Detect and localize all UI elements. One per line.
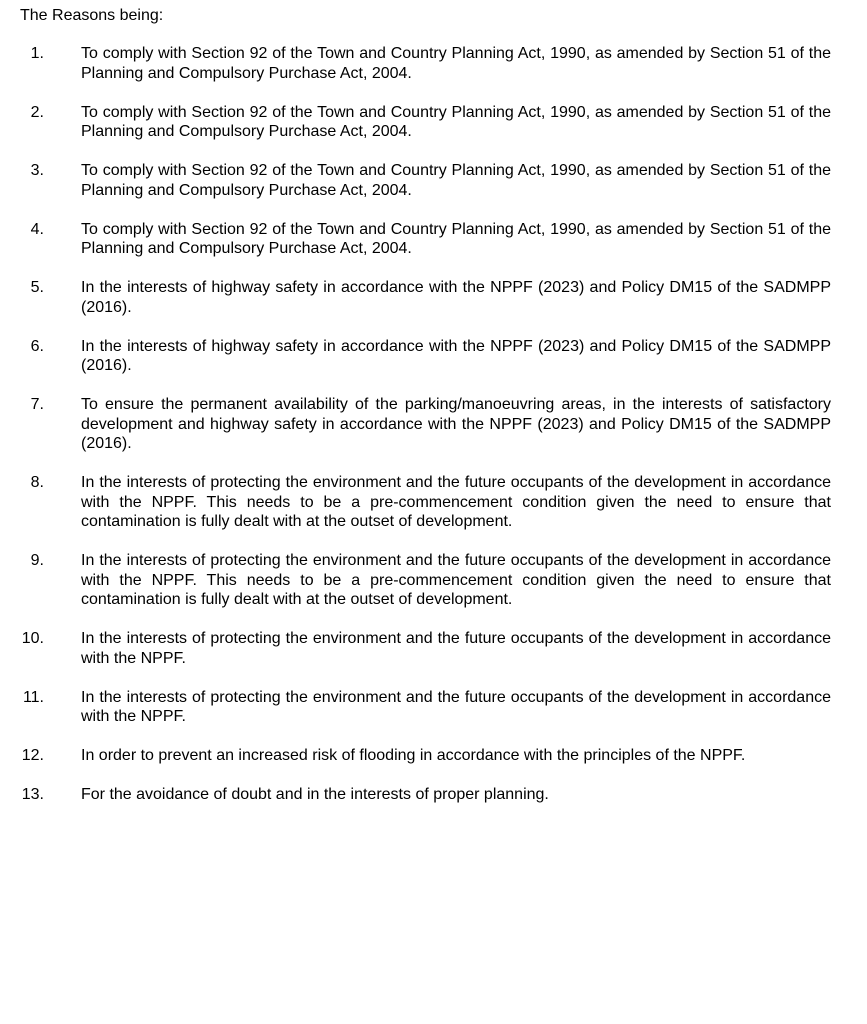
reason-text: In the interests of protecting the environment and the future occupants of the development in accordance with the NPPF.	[81, 688, 831, 725]
reason-number: 9.	[30, 552, 44, 569]
reason-item	[0, 785, 867, 805]
reason-item	[0, 473, 867, 532]
reason-text: To comply with Section 92 of the Town and Country Planning Act, 1990, as amended by Section 51 of the Planning and Compulsory Purchase Act, 2004.	[81, 220, 831, 257]
reason-number: 13.	[21, 786, 44, 803]
reason-number: 11.	[22, 688, 44, 706]
reason-number: 4.	[30, 220, 44, 238]
reason-text: To comply with Section 92 of the Town and Country Planning Act, 1990, as amended by Section 51 of the Planning and Compulsory Purchase Act, 2004.	[81, 45, 831, 82]
reason-number: 10.	[21, 630, 44, 647]
reason-item	[0, 220, 867, 259]
reason-number: 5.	[30, 279, 44, 296]
reason-text: In the interests of highway safety in accordance with the NPPF (2023) and Policy DM15 of the SADMPP (2016).	[81, 279, 831, 316]
reason-number: 2.	[30, 103, 44, 121]
reason-text: In the interests of protecting the environment and the future occupants of the development in accordance with the NPPF. This needs to be a pre-commencement condition given the need to ensure that contamination is fully dealt with at the outset of development.	[81, 552, 831, 608]
reason-item	[0, 629, 867, 668]
reason-item	[0, 395, 867, 454]
reason-text: To comply with Section 92 of the Town and Country Planning Act, 1990, as amended by Section 51 of the Planning and Compulsory Purchase Act, 2004.	[81, 103, 831, 140]
reason-number: 6.	[30, 337, 44, 355]
reason-text: In the interests of protecting the environment and the future occupants of the development in accordance with the NPPF. This needs to be a pre-commencement condition given the need to ensure that contamination is fully dealt with at the outset of development.	[81, 474, 831, 530]
reason-text: For the avoidance of doubt and in the interests of proper planning.	[81, 786, 549, 803]
reason-item	[0, 161, 867, 200]
reason-number: 1.	[30, 45, 44, 62]
reason-item	[0, 746, 867, 766]
reason-number: 3.	[30, 162, 44, 179]
reason-text: In the interests of highway safety in accordance with the NPPF (2023) and Policy DM15 of the SADMPP (2016).	[81, 337, 831, 374]
page-heading: The Reasons being:	[20, 7, 164, 24]
reason-text: To ensure the permanent availability of the parking/manoeuvring areas, in the interests of satisfactory development and highway safety in accordance with the NPPF (2023) and Policy DM15 of the SADMPP (2016).	[81, 396, 831, 452]
reason-text: In order to prevent an increased risk of flooding in accordance with the principles of the NPPF.	[81, 747, 746, 764]
reason-item	[0, 278, 867, 317]
reason-number: 7.	[30, 396, 44, 413]
reason-text: In the interests of protecting the environment and the future occupants of the development in accordance with the NPPF.	[81, 630, 831, 667]
reason-item	[0, 103, 867, 142]
reason-text: To comply with Section 92 of the Town and Country Planning Act, 1990, as amended by Section 51 of the Planning and Compulsory Purchase Act, 2004.	[81, 162, 831, 199]
reason-item	[0, 688, 867, 727]
reasons-list	[0, 44, 867, 824]
reason-item	[0, 44, 867, 83]
reason-item	[0, 337, 867, 376]
reason-number: 12.	[21, 747, 44, 764]
reason-number: 8.	[30, 474, 44, 491]
reason-item	[0, 551, 867, 610]
